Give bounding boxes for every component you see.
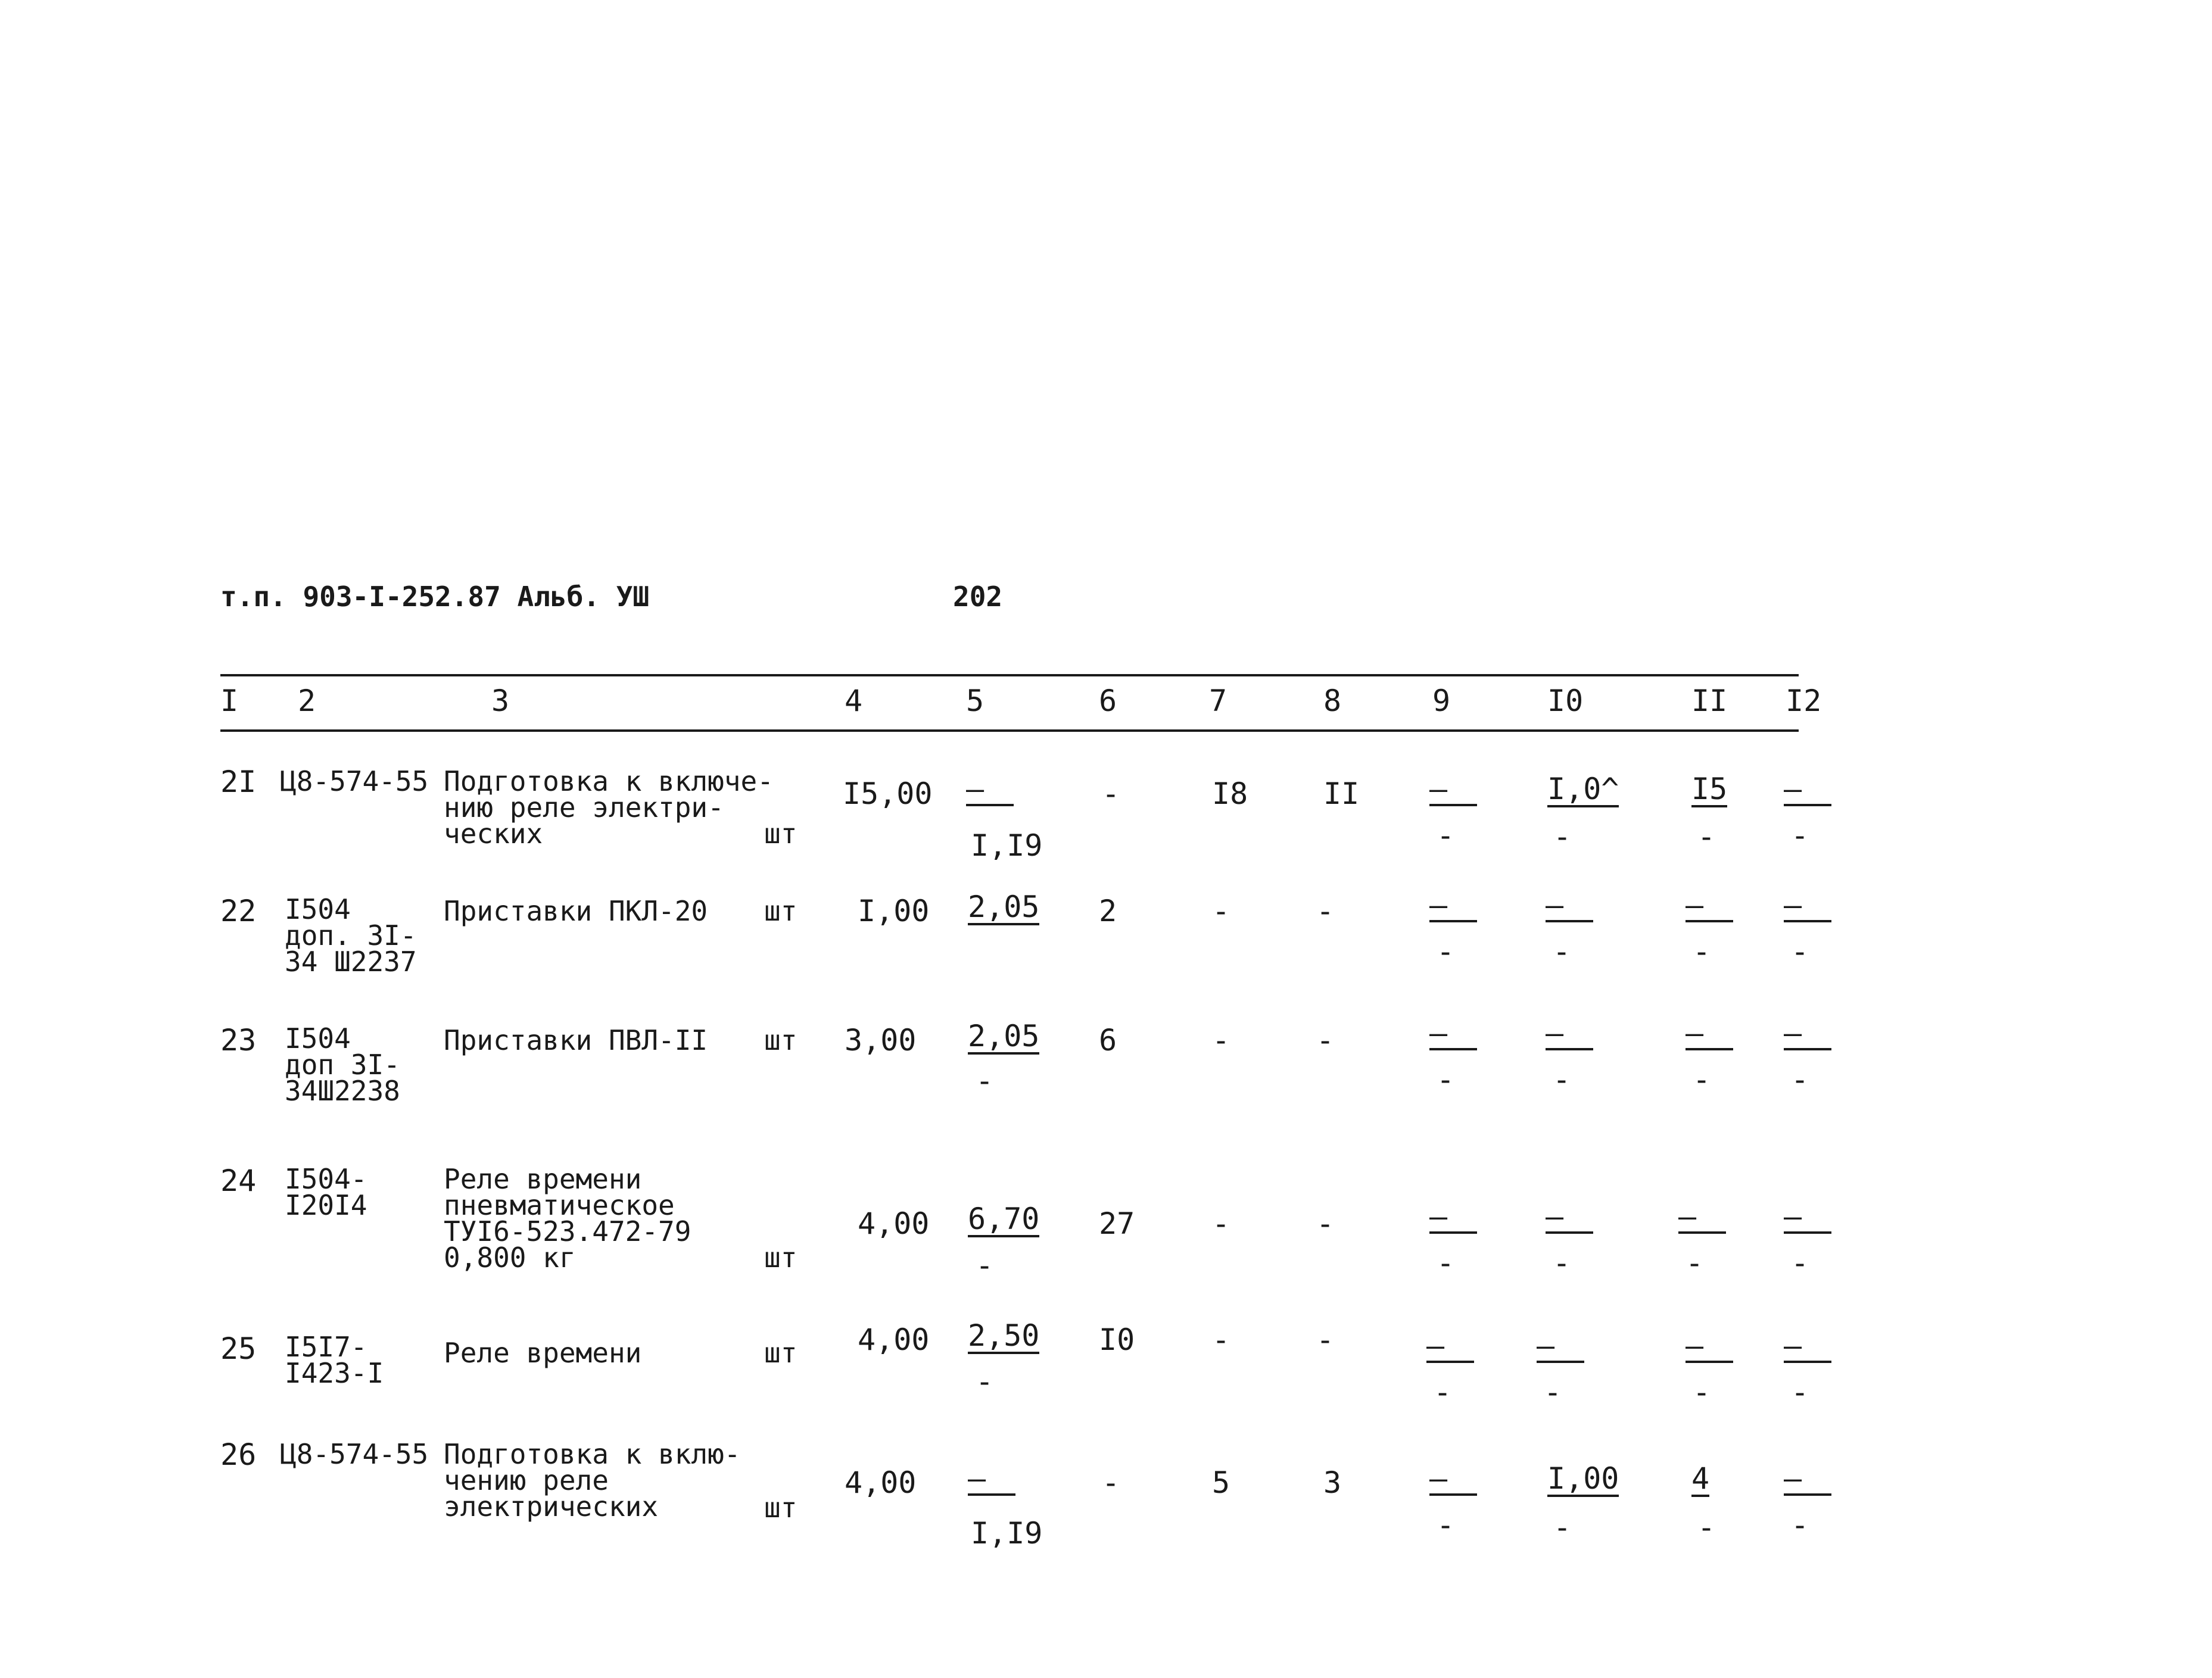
column-header-12: I2 [1786,684,1822,718]
row-number: 24 [220,1164,257,1198]
column-header-5: 5 [966,684,985,718]
item-code: I5I7- I423-I [285,1331,384,1389]
col8-value: 3 [1323,1465,1342,1500]
column-header-6: 6 [1099,684,1117,718]
col6-value: 2 [1099,894,1117,928]
col5-top: 6,70 [968,1202,1040,1236]
page-number: 202 [953,581,1003,613]
col5-bottom: I,I9 [971,828,1043,863]
col7-value: - [1212,1323,1230,1357]
col10-bottom: - [1553,819,1572,854]
column-header-11: II [1691,684,1728,718]
col7-value: 5 [1212,1465,1230,1500]
col6-value: 27 [1099,1206,1135,1241]
col7-value: - [1212,894,1230,928]
item-description: Реле времени пневматическое ТУI6-523.472-79 0,800 кг [444,1163,691,1274]
unit: шт [764,1242,797,1274]
col10-bottom: - [1553,1510,1572,1545]
item-description: Реле времени [444,1337,642,1369]
column-header-3: 3 [491,684,510,718]
quantity: I5,00 [843,776,933,811]
row-number: 25 [220,1331,257,1366]
column-header-10: I0 [1547,684,1584,718]
unit: шт [764,895,797,927]
col5-top: 2,05 [968,1019,1040,1053]
col8-value: II [1323,776,1360,811]
unit: шт [764,1024,797,1056]
item-description: Подготовка к вклю- чению реле электрических [444,1438,741,1523]
unit: шт [764,818,797,850]
row-number: 26 [220,1437,257,1472]
quantity: I,00 [858,894,930,928]
col5-top: 2,05 [968,890,1040,924]
quantity: 4,00 [858,1206,930,1241]
col7-value: I8 [1212,776,1248,811]
item-code: I504 доп 3I- 34Ш2238 [285,1022,400,1107]
col11-bottom: - [1697,819,1716,854]
col10-top: I,00 [1547,1461,1619,1496]
item-description: Приставки ПКЛ-20 [444,895,708,927]
col5-bottom: - [976,1063,994,1098]
column-header-9: 9 [1432,684,1451,718]
col5-bottom: - [976,1248,994,1283]
col6-value: I0 [1099,1323,1135,1357]
column-header-2: 2 [298,684,316,718]
col5-top: 2,50 [968,1318,1040,1353]
unit: шт [764,1337,797,1369]
document-reference: т.п. 903-I-252.87 Альб. УШ [220,581,650,613]
col8-value: - [1316,894,1335,928]
col10-top: I,0^ [1547,772,1619,806]
col11-bottom: - [1697,1510,1716,1545]
header-rule-bottom [220,729,1799,732]
col8-value: - [1316,1206,1335,1241]
col8-value: - [1316,1023,1335,1058]
item-code: Ц8-574-55 [280,1438,429,1470]
col11-top: I5 [1691,772,1728,806]
item-code: I504- I20I4 [285,1163,367,1221]
unit: шт [764,1492,797,1524]
col6-value: 6 [1099,1023,1117,1058]
col6-value: - [1102,1465,1120,1500]
column-header-1: I [220,684,239,718]
col5-bottom: - [976,1364,994,1399]
col11-top: 4 [1691,1461,1710,1496]
col7-value: - [1212,1206,1230,1241]
column-header-8: 8 [1323,684,1342,718]
col6-value: - [1102,776,1120,811]
item-code: Ц8-574-55 [280,765,429,797]
col5-bottom: I,I9 [971,1516,1043,1551]
item-description: Приставки ПВЛ-II [444,1024,708,1056]
item-code: I504 доп. 3I- 34 Ш2237 [285,893,417,978]
quantity: 4,00 [858,1323,930,1357]
column-header-4: 4 [845,684,863,718]
row-number: 2I [220,765,257,799]
column-header-7: 7 [1209,684,1227,718]
row-number: 22 [220,894,257,928]
col8-value: - [1316,1323,1335,1357]
row-number: 23 [220,1023,257,1058]
quantity: 4,00 [845,1465,917,1500]
quantity: 3,00 [845,1023,917,1058]
item-description: Подготовка к включе- нию реле электри- ческих [444,765,774,850]
header-rule-top [220,674,1799,676]
col7-value: - [1212,1023,1230,1058]
